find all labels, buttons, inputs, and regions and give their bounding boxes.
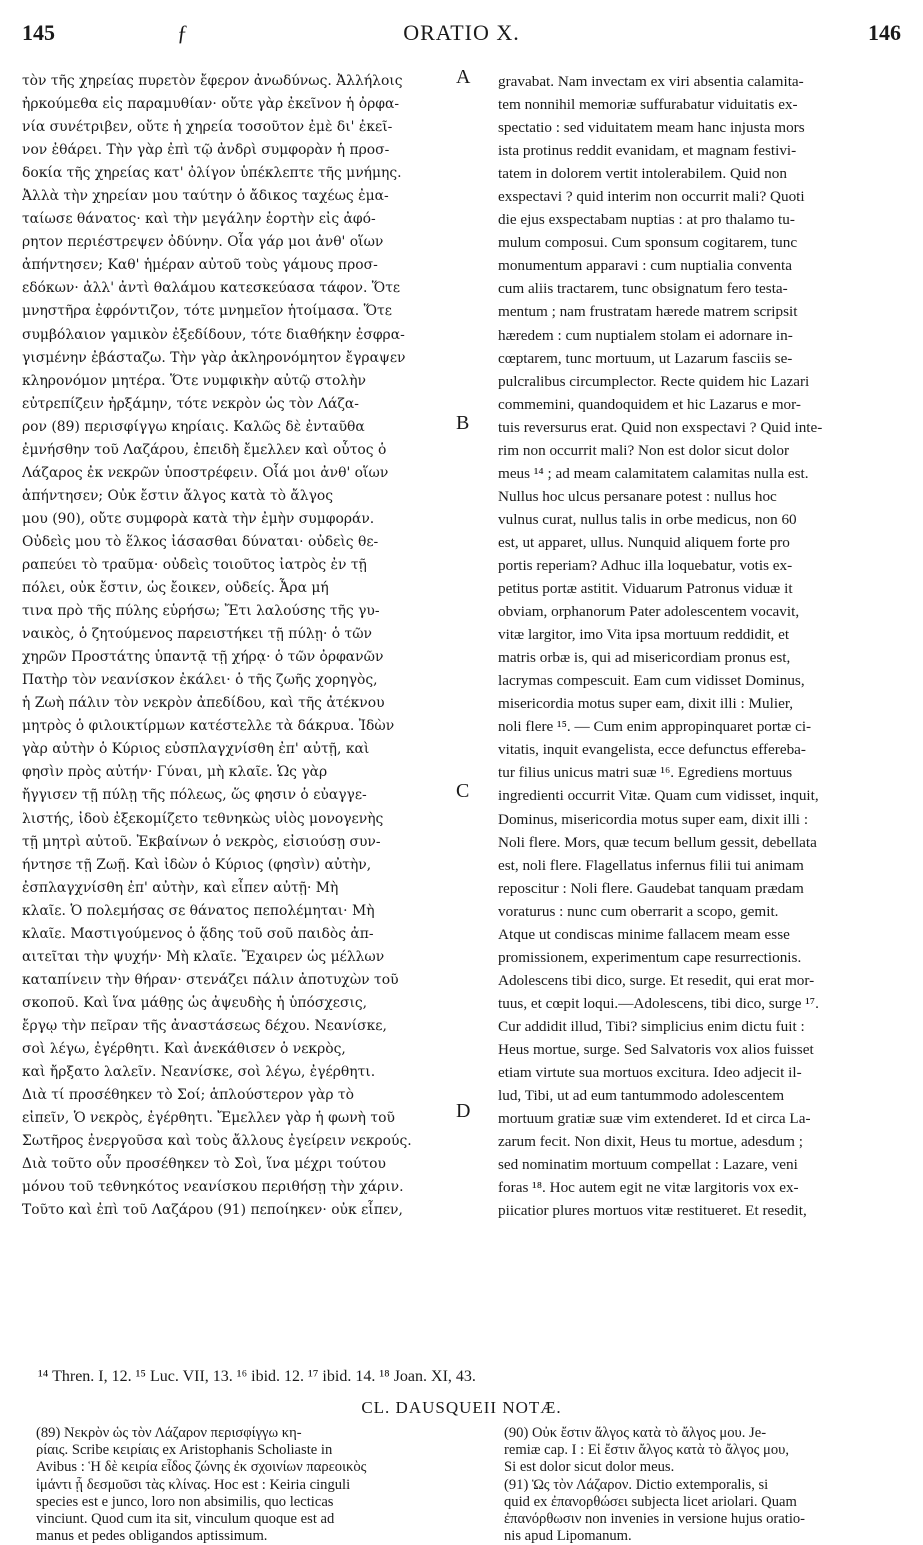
greek-text-line: γισμένην ἐβάσταζω. Τὴν γὰρ ἀκληρονόμητον ἔγραψεν — [22, 349, 406, 366]
greek-text-line: ἠρκούμεθα εἰς παραμυθίαν· οὔτε γὰρ ἐκεῖνον ἡ ὀρφα- — [22, 96, 400, 113]
note-line: Si est dolor sicut dolor meus. — [504, 1459, 675, 1476]
note-line: species est e junco, loro non absimilis, quo lecticas — [36, 1493, 334, 1510]
latin-text-line: vitæ largitor, imo Vita ipsa mortuum reddidit, et — [498, 626, 790, 644]
latin-text-line: Dominus, misericordia motus super eam, dixit illi : — [498, 810, 809, 828]
latin-text-line: tur filius unicus matri suæ ¹⁶. Egrediens mortuus — [498, 764, 793, 782]
latin-text-line: tuus, et cœpit loqui.—Adolescens, tibi dico, surge ¹⁷. — [498, 994, 819, 1012]
latin-column — [498, 70, 901, 1222]
greek-text-line: ραπεύει τὸ τραῦμα· οὐδεὶς τοιοῦτος ἰατρὸς ἐν τῇ — [22, 556, 367, 573]
latin-text-line: zarum fecit. Non dixit, Heus tu mortue, adesdum ; — [498, 1133, 803, 1151]
page-title: ORATIO X. — [403, 20, 520, 45]
note-line: ἐπανόρθωσιν non invenies in versione hujus oratio- — [504, 1511, 806, 1528]
latin-text-line: cœptarem, tunc mortuum, ut Lazarum fasciis se- — [498, 349, 793, 367]
greek-text-line: μνηστῆρα ἐφρόντιζον, τότε μνημεῖον ἡτοίμασα. Ὅτε — [22, 303, 392, 320]
greek-text-line: ἀπήντησεν; Καθ' ἡμέραν αὐτοῦ τοὺς γάμους προσ- — [22, 257, 378, 274]
page-header — [22, 8, 901, 48]
greek-text-line: τὸν τῆς χηρείας πυρετὸν ἔφερον ἀνωδύνως. Ἀλλήλοις — [22, 73, 403, 89]
latin-text-line: Cur addidit illud, Tibi? simplicius enim dictu fuit : — [498, 1017, 805, 1035]
latin-text-line: monumentum apparavi : cum nuptialia conventa — [498, 257, 792, 275]
note-line: nis apud Lipomanum. — [504, 1528, 632, 1545]
latin-text-line: tatem in dolorem vertit intolerabilem. Quid non — [498, 165, 787, 183]
greek-text-line: εδόκων· ἀλλ' ἀντὶ θαλάμου κατεσκεύασα τάφον. Ὅτε — [22, 280, 401, 297]
note-line: quid ex ἐπανορθώσει subjecta licet ariolari. Quam — [504, 1493, 797, 1510]
note-line: (90) Οὐκ ἔστιν ἄλγος κατὰ τὸ ἄλγος μου. Je- — [504, 1425, 767, 1441]
greek-text-line: Τοῦτο καὶ ἐπὶ τοῦ Λαζάρου (91) πεποίηκεν· οὐκ εἶπεν, — [22, 1202, 403, 1219]
latin-text-line: tuis reversurus erat. Quid non exspectavi ? Quid inte- — [498, 418, 823, 436]
greek-text-line: συμβόλαιον γαμικὸν ἐξεδίδουν, τότε διαθήκην ἐσφρα- — [22, 326, 405, 343]
greek-text-line: ἡ Ζωὴ πάλιν τὸν νεκρὸν ἀπεδίδου, καὶ τῆς ἀτέκνου — [22, 695, 385, 712]
latin-text-line: rim non occurrit mali? Non est dolor sicut dolor — [498, 441, 790, 459]
greek-text-line: καταπίνειν τὴν θήραν· στενάζει πάλιν ἀποτυχὼν τοῦ — [22, 971, 399, 988]
latin-text-line: tem nonnihil memoriæ suffurabatur viduitatis ex- — [498, 96, 798, 114]
latin-text-line: reposcitur : Noli flere. Gaudebat tanquam prædam — [498, 879, 804, 897]
latin-text-line: sed nominatim mortuum compellat : Lazare, veni — [498, 1156, 798, 1174]
greek-text-line: Σωτῆρος ἐνεργοῦσα καὶ τοὺς ἄλλους ἐγείρειν νεκρούς. — [22, 1133, 412, 1150]
note-line: (89) Νεκρὸν ὡς τὸν Λάζαρον περισφίγγω κη- — [36, 1425, 302, 1441]
note-line: (91) Ὡς τὸν Λάζαρον. Dictio extemporalis, si — [504, 1476, 769, 1493]
greek-text-line: μητρὸς ὁ φιλοικτίρμων κατέστελλε τὰ δάκρυα. Ἰδὼν — [22, 718, 395, 735]
greek-text-line: αιτεῖται τὴν ψυχήν· Μὴ κλαῖε. Ἔχαιρεν ὡς μέλλων — [22, 948, 385, 965]
latin-text-line: lud, Tibi, ut ad eum tantummodo adolescentem — [498, 1087, 785, 1105]
latin-text-line: Adolescens tibi dico, surge. Et resedit, qui erat mor- — [498, 971, 815, 989]
latin-text-line: promissionem, experimentum cape resurrectionis. — [498, 948, 802, 966]
greek-text-line: τινα πρὸ τῆς πύλης εὑρήσω; Ἔτι λαλούσης τῆς γυ- — [22, 603, 380, 620]
latin-text-line: mortuum gratiæ suæ vim extenderet. Id et circa La- — [498, 1110, 811, 1128]
notes-left-column — [36, 1425, 466, 1545]
greek-text-line: φησὶν πρὸς αὐτήν· Γύναι, μὴ κλαῖε. Ὡς γὰρ — [22, 764, 328, 781]
greek-text-line: νία συνέτριβεν, οὔτε ἡ χηρεία τοσοῦτον ἐμὲ δι' ἐκεῖ- — [22, 119, 393, 136]
scripture-references: ¹⁴ Thren. I, 12. ¹⁵ Luc. VII, 13. ¹⁶ ibid. 12. ¹⁷ ibid. 14. ¹⁸ Joan. XI, 43. — [38, 1368, 476, 1385]
latin-text-line: portis reperiam? Adhuc illa loquebatur, votis ex- — [498, 556, 793, 574]
greek-text-line: ρητον περιέστρεψεν ὀδύνην. Οἷα γάρ μοι ἀνθ' οἵων — [22, 234, 384, 251]
notes-right-column — [504, 1425, 902, 1545]
latin-text-line: est, ut apparet, ullus. Nunquid aliquem forte pro — [498, 533, 790, 551]
latin-text-line: est, noli flere. Flagellatus infernus filii tui animam — [498, 856, 804, 874]
greek-text-line: κλαῖε. Ὁ πολεμήσας σε θάνατος πεπολέμηται· Μὴ — [22, 902, 375, 919]
greek-text-line: κλαῖε. Μαστιγούμενος ὁ ᾅδης τοῦ σοῦ παιδὸς ἀπ- — [22, 925, 374, 942]
notes-heading: CL. DAUSQUEII NOTÆ. — [361, 1398, 562, 1417]
greek-text-line: ναικὸς, ὁ ζητούμενος παρειστήκει τῇ πύλῃ· ὁ τῶν — [22, 626, 373, 643]
note-line: ρίαις. Scribe κειρίαις ex Aristophanis Scholiaste in — [36, 1442, 333, 1459]
greek-text-line: πόλει, οὐκ ἔστιν, ὡς ἔοικεν, οὐδείς. Ἆρα μή — [22, 580, 329, 597]
latin-text-line: etiam virtute sua mortuos excitura. Ideo adjecit il- — [498, 1064, 802, 1082]
greek-text-line: χηρῶν Προστάτης ὑπαντᾷ τῇ χήρᾳ· ὁ τῶν ὀρφανῶν — [22, 649, 384, 666]
latin-text-line: Atque ut condiscas minime fallacem meam esse — [498, 925, 790, 943]
latin-text-line: die ejus exspectabam nuptias : at pro thalamo tu- — [498, 211, 795, 229]
latin-text-line: Nullus hoc ulcus persanare potest : nullus hoc — [498, 487, 777, 505]
greek-column — [22, 70, 471, 1222]
margin-letter-b: B — [456, 412, 470, 434]
latin-text-line: petitus portæ astitit. Viduarum Patronus viduæ it — [498, 580, 793, 598]
greek-text-line: ἤγγισεν τῇ πύλῃ τῆς πόλεως, ὥς φησιν ὁ εὐαγγε- — [22, 787, 367, 804]
greek-text-line: κληρονόμον μητέρα. Ὅτε νυμφικὴν αὐτῷ στολὴν — [22, 372, 366, 389]
note-line: vinciunt. Quod cum ita sit, vinculum quoque est ad — [36, 1511, 335, 1528]
latin-text-line: commemini, quandoquidem et hic Lazarus e mor- — [498, 395, 801, 413]
latin-text-line: ista protinus reddit evanidam, et magnam festivi- — [498, 142, 797, 160]
latin-text-line: voraturus : nunc cum oberrarit a scopo, gemit. — [498, 902, 779, 920]
latin-text-line: noli flere ¹⁵. — Cum enim appropinquaret portæ ci- — [498, 718, 812, 736]
latin-text-line: misericordia motus super eam, dixit illi : Mulier, — [498, 695, 794, 713]
latin-text-line: matris orbæ is, qui ad misericordiam pronus est, — [498, 649, 791, 667]
printer-mark: ƒ — [177, 20, 188, 45]
latin-text-line: ingredienti occurrit Vitæ. Quam cum vidisset, inquit, — [498, 787, 819, 805]
greek-text-line: Ἀλλὰ τὴν χηρείαν μου ταύτην ὁ ἄδικος ταχέως ἐμα- — [22, 188, 389, 205]
greek-text-line: γὰρ αὐτὴν ὁ Κύριος εὐσπλαγχνίσθη ἐπ' αὐτῇ, καὶ — [22, 741, 370, 758]
latin-text-line: vulnus curat, nullus talis in orbe medicus, non 60 — [498, 510, 797, 528]
latin-text-line: spectatio : sed viduitatem meam hanc injusta mors — [498, 119, 805, 137]
greek-text-line: μου (90), οὔτε συμφορὰ κατὰ τὴν ἐμὴν συμφοράν. — [22, 510, 375, 527]
greek-text-line: δοκία τῆς χηρείας κατ' ὀλίγον ὑπέκλεπτε τῆς μνήμης. — [22, 165, 402, 182]
latin-text-line: vitatis, inquit evangelista, ecce defunctus effereba- — [498, 741, 806, 759]
greek-text-line: σκοποῦ. Καὶ ἵνα μάθῃς ὡς ἀψευδὴς ἡ ὑπόσχεσις, — [22, 994, 368, 1011]
greek-text-line: εὐτρεπίζειν ἠρξάμην, τότε νεκρὸν ὡς τὸν Λάζα- — [22, 395, 359, 412]
latin-text-line: obviam, orphanorum Pater adolescentem vocavit, — [498, 603, 800, 621]
latin-text-line: meus ¹⁴ ; ad meam calamitatem calamitas nulla est. — [498, 464, 809, 482]
latin-text-line: Noli flere. Mors, quæ tecum bellum gessit, debellata — [498, 833, 817, 851]
latin-text-line: gravabat. Nam invectam ex viri absentia calamita- — [498, 73, 804, 90]
greek-text-line: καὶ ἤρξατο λαλεῖν. Νεανίσκε, σοὶ λέγω, ἐγέρθητι. — [22, 1064, 376, 1081]
latin-text-line: lacrymas compescuit. Eam cum vidisset Dominus, — [498, 672, 805, 690]
greek-text-line: εἰπεῖν, Ὁ νεκρὸς, ἐγέρθητι. Ἔμελλεν γὰρ ἡ φωνὴ τοῦ — [22, 1110, 395, 1127]
greek-text-line: ἔργῳ τὴν πεῖραν τῆς ἀναστάσεως δέχου. Νεανίσκε, — [22, 1017, 387, 1034]
greek-text-line: ήντησε τῇ Ζωῇ. Καὶ ἰδὼν ὁ Κύριος (φησὶν) αὐτὴν, — [22, 856, 372, 873]
note-line: manus et pedes obligandos aptissimum. — [36, 1528, 268, 1545]
greek-text-line: Λάζαρος ἐκ νεκρῶν ὑποστρέφειν. Οἷά μοι ἀνθ' οἵων — [22, 464, 389, 481]
latin-text-line: exspectavi ? quid interim non occurrit mali? Quoti — [498, 188, 805, 206]
latin-text-line: Heus mortue, surge. Sed Salvatoris vox alios fuisset — [498, 1040, 814, 1058]
latin-text-line: piicatior plures mortuos vitæ restitueret. Et resedit, — [498, 1202, 807, 1220]
note-line: remiæ cap. I : Εἰ ἔστιν ἄλγος κατὰ τὸ ἄλγος μου, — [504, 1442, 790, 1459]
latin-text-line: foras ¹⁸. Hoc autem egit ne vitæ largitoris vox ex- — [498, 1179, 799, 1197]
latin-text-line: pulcralibus circumplector. Recte quidem hic Lazari — [498, 372, 810, 390]
latin-text-line: mulum composui. Cum sponsum cogitarem, tunc — [498, 234, 798, 252]
greek-text-line: ταίωσε θάνατος· καὶ τὴν μεγάλην ἑορτὴν εἰς ἀφό- — [22, 211, 376, 228]
greek-text-line: τῇ μητρὶ αὐτοῦ. Ἐκβαίνων ὁ νεκρὸς, εἰσιούσῃ συν- — [22, 833, 381, 850]
greek-text-line: σοὶ λέγω, ἐγέρθητι. Καὶ ἀνεκάθισεν ὁ νεκρὸς, — [22, 1040, 346, 1057]
greek-text-line: νον ἐθάρει. Τὴν γὰρ ἐπὶ τῷ ἀνδρὶ συμφορὰν ἡ προσ- — [22, 142, 390, 159]
margin-letter-c: C — [456, 780, 470, 802]
greek-text-line: Διὰ τοῦτο οὖν προσέθηκεν τὸ Σοὶ, ἵνα μέχρι τούτου — [22, 1156, 386, 1173]
page-number-left: 145 — [22, 20, 55, 45]
greek-text-line: ρον (89) περισφίγγω κηρίαις. Καλῶς δὲ ἐνταῦθα — [22, 418, 365, 435]
greek-text-line: ἀπήντησεν; Οὐκ ἔστιν ἄλγος κατὰ τὸ ἄλγος — [22, 487, 334, 504]
page-number-right: 146 — [868, 20, 901, 45]
latin-text-line: hæredem : cum nuptialem stolam ei adornare in- — [498, 326, 793, 344]
note-line: Avibus : Ἡ δὲ κειρία εἶδος ζώνης ἐκ σχοινίων παρεοικὸς — [36, 1459, 367, 1476]
greek-text-line: Οὐδεὶς μου τὸ ἕλκος ἰάσασθαι δύναται· οὐδεὶς θε- — [22, 533, 379, 550]
greek-text-line: μόνου τοῦ τεθνηκότος νεανίσκου περιθήσῃ τὴν χάριν. — [22, 1179, 404, 1196]
greek-text-line: Πατὴρ τὸν νεανίσκον ἐκάλει· ὁ τῆς ζωῆς χορηγὸς, — [22, 672, 378, 689]
latin-text-line: mentum ; nam frustratam hærede matrem scripsit — [498, 303, 798, 321]
latin-text-line: cum aliis tractarem, tunc obsignatum fero testa- — [498, 280, 788, 298]
margin-letter-a: A — [456, 66, 471, 88]
note-line: ἱμάντι ᾗ δεσμοῦσι τὰς κλίνας. Hoc est : Keiria cinguli — [36, 1476, 351, 1493]
greek-text-line: Διὰ τί προσέθηκεν τὸ Σοί; ἁπλούστερον γὰρ τὸ — [22, 1087, 354, 1104]
margin-letter-d: D — [456, 1100, 471, 1122]
greek-text-line: ἐσπλαγχνίσθη ἐπ' αὐτὴν, καὶ εἶπεν αὐτῇ· Μὴ — [22, 879, 339, 896]
greek-text-line: ἐμνήσθην τοῦ Λαζάρου, ἐπειδὴ ἔμελλεν καὶ οὗτος ὁ — [22, 441, 387, 458]
greek-text-line: λιστής, ἰδοὺ ἐξεκομίζετο τεθνηκὼς υἱὸς μονογενὴς — [22, 810, 384, 827]
